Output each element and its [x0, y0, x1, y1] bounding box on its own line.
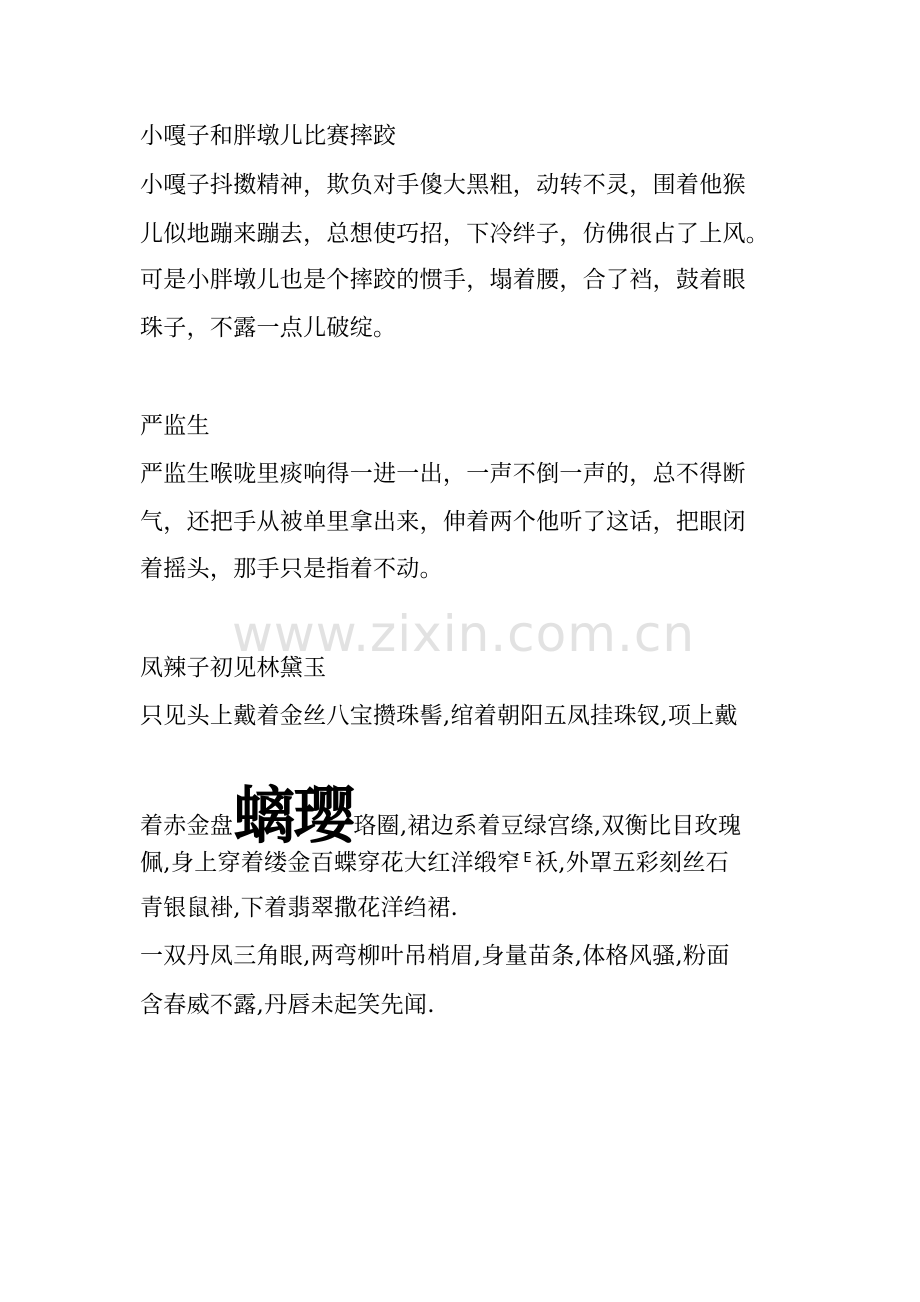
enlarged-characters: 螭璎: [233, 779, 354, 852]
paragraph-line-with-large-chars: [140, 779, 742, 852]
paragraph-line: 着摇头，那手只是指着不动。: [140, 556, 443, 582]
small-character: E: [523, 851, 532, 866]
paragraph-line: 严监生喉咙里痰响得一进一出，一声不倒一声的，总不得断: [140, 461, 746, 487]
section-heading: 严监生: [140, 413, 210, 439]
paragraph-line: 含春威不露,丹唇未起笑先闻.: [140, 992, 435, 1018]
text-segment: 佩,身上穿着缕金百蝶穿花大红洋缎窄: [140, 850, 521, 876]
paragraph-line: 只见头上戴着金丝八宝攒珠髻,绾着朝阳五凤挂珠钗,项上戴: [140, 703, 738, 729]
text-segment: 珞圈,裙边系着豆绿宫绦,双衡比目玫瑰: [353, 813, 742, 839]
paragraph-line: 一双丹凤三角眼,两弯柳叶吊梢眉,身量苗条,体格风骚,粉面: [140, 943, 730, 969]
text-segment: 袄,外罩五彩刻丝石: [534, 850, 729, 876]
text-segment: 着赤金盘: [140, 813, 234, 839]
section-heading: 凤辣子初见林黛玉: [140, 655, 327, 681]
watermark: www.zixin.com.cn: [232, 605, 696, 663]
paragraph-line: 气，还把手从被单里拿出来，伸着两个他听了这话，把眼闭: [140, 509, 746, 535]
paragraph-line-with-small-char: [140, 843, 729, 879]
paragraph-line: 青银鼠褂,下着翡翠撒花洋绉裙.: [140, 895, 459, 921]
paragraph-line: 儿似地蹦来蹦去，总想使巧招，下冷绊子，仿佛很占了上风。: [140, 221, 770, 247]
paragraph-line: 珠子，不露一点儿破绽。: [140, 315, 397, 341]
paragraph-line: 可是小胖墩儿也是个摔跤的惯手，塌着腰，合了裆，鼓着眼: [140, 267, 746, 293]
paragraph-line: 小嘎子抖擞精神，欺负对手傻大黑粗，动转不灵，围着他猴: [140, 172, 746, 198]
section-heading: 小嘎子和胖墩儿比赛摔跤: [140, 123, 397, 149]
